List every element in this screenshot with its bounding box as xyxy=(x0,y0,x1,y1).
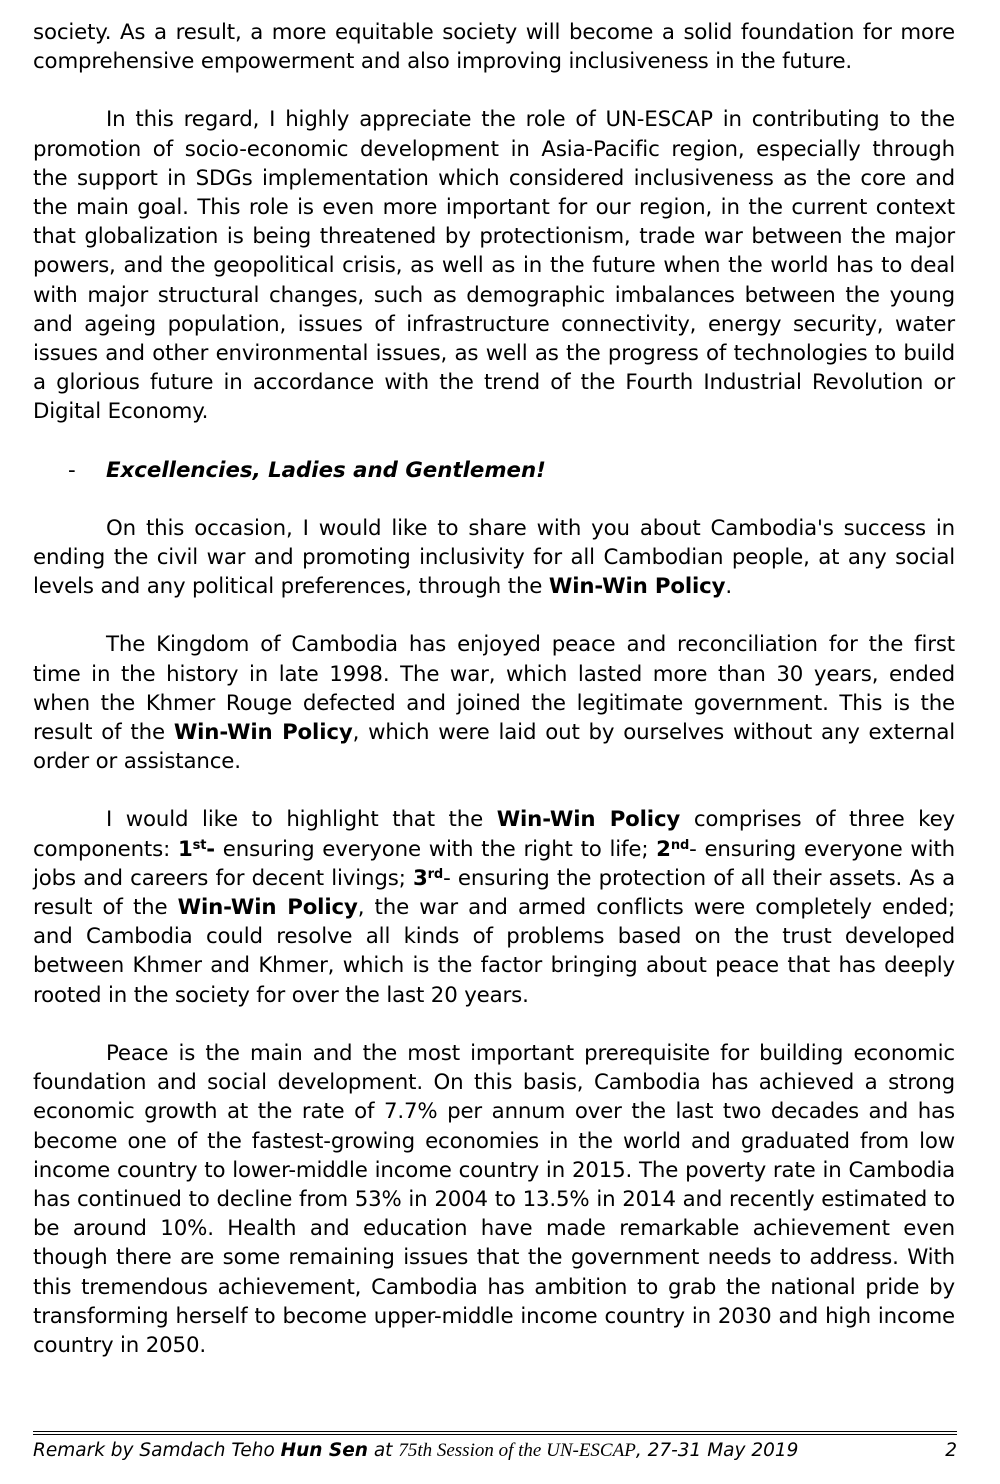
footer-dates: , 27-31 May 2019 xyxy=(635,1440,799,1461)
page-body xyxy=(33,18,955,1389)
page-number: 2 xyxy=(945,1440,957,1461)
footer-speaker-name: Hun Sen xyxy=(280,1440,368,1461)
footer-at: at xyxy=(367,1440,399,1461)
paragraph-unescap-role: In this regard, I highly appreciate the role of UN-ESCAP in contributing to the promotion of socio-economic development in Asia-Pacific region, especially through the support in SDGs implementation which considered inclusiveness as the core and the main goal. This role is even more important for our region, in the current context that globalization is being threatened by protectionism, trade war between the major powers, and the geopolitical crisis, as well as in the future when the world has to deal with major structural changes, such as demographic imbalances between the young and ageing population, issues of infrastructure connectivity, energy security, water issues and other environmental issues, as well as the progress of technologies to build a glorious future in accordance with the trend of the Fourth Industrial Revolution or Digital Economy. xyxy=(33,107,955,425)
footer-divider xyxy=(33,1431,957,1432)
salutation-heading: Excellencies, Ladies and Gentlemen! xyxy=(106,457,546,483)
win-win-policy-term: Win-Win Policy xyxy=(177,895,358,921)
footer-prefix: Remark by Samdach Teho xyxy=(33,1440,281,1461)
win-win-policy-term: Win-Win Policy xyxy=(496,807,681,833)
footer-session: 75th Session of the UN-ESCAP xyxy=(398,1440,636,1461)
paragraph-continuation: society. As a result, a more equitable society will become a solid foundation for more comprehensive empowerment and also improving inclusiveness in the future. xyxy=(33,20,955,75)
win-win-policy-term: Win-Win Policy xyxy=(173,720,353,746)
component-number-2: 2nd xyxy=(656,836,690,862)
win-win-policy-term: Win-Win Policy xyxy=(548,574,726,600)
bullet-dash: - xyxy=(68,457,76,483)
component-number-1: 1st- xyxy=(177,836,215,862)
footer-divider-secondary xyxy=(33,1434,957,1435)
paragraph-economic-growth: Peace is the main and the most important prerequisite for building economic foundation and social development. On this basis, Cambodia has achieved a strong economic growth at the rate of 7.7% per annum over the last two decades and has become one of the fastest-growing economies in the world and graduated from low income country to lower-middle income country in 2015. The poverty rate in Cambodia has continued to decline from 53% in 2004 to 13.5% in 2014 and recently estimated to be around 10%. Health and education have made remarkable achievement even though there are some remaining issues that the government needs to address. With this tremendous achievement, Cambodia has ambition to grab the national pride by transforming herself to become upper-middle income country in 2030 and high income country in 2050. xyxy=(33,1040,955,1358)
page-footer xyxy=(33,1440,957,1466)
paragraph-peace-1998: The Kingdom of Cambodia has enjoyed peace and reconciliation for the first time in the history in late 1998. The war, which lasted more than 30 years, ended when the Khmer Rouge defected and joined the legitimate government. This is the result of the Win-Win Policy, which were laid out by ourselves without any external order or assistance. xyxy=(33,632,955,775)
salutation-line xyxy=(33,456,955,485)
component-number-3: 3rd xyxy=(413,865,444,891)
paragraph-win-win-intro: On this occasion, I would like to share with you about Cambodia's success in ending the civil war and promoting inclusivity for all Cambodian people, at any social levels and any political preferences, through the Win-Win Policy. xyxy=(33,515,955,600)
paragraph-three-components: I would like to highlight that the Win-Win Policy comprises of three key components: 1st- ensuring everyone with the right to life; 2nd- ensuring everyone with jobs and careers for decent livings; 3rd- ensuring the protection of all their assets. As a result of the Win-Win Policy, the war and armed conflicts were completely ended; and Cambodia could resolve all kinds of problems based on the trust developed between Khmer and Khmer, which is the factor bringing about peace that has deeply rooted in the society for over the last 20 years. xyxy=(33,807,956,1008)
